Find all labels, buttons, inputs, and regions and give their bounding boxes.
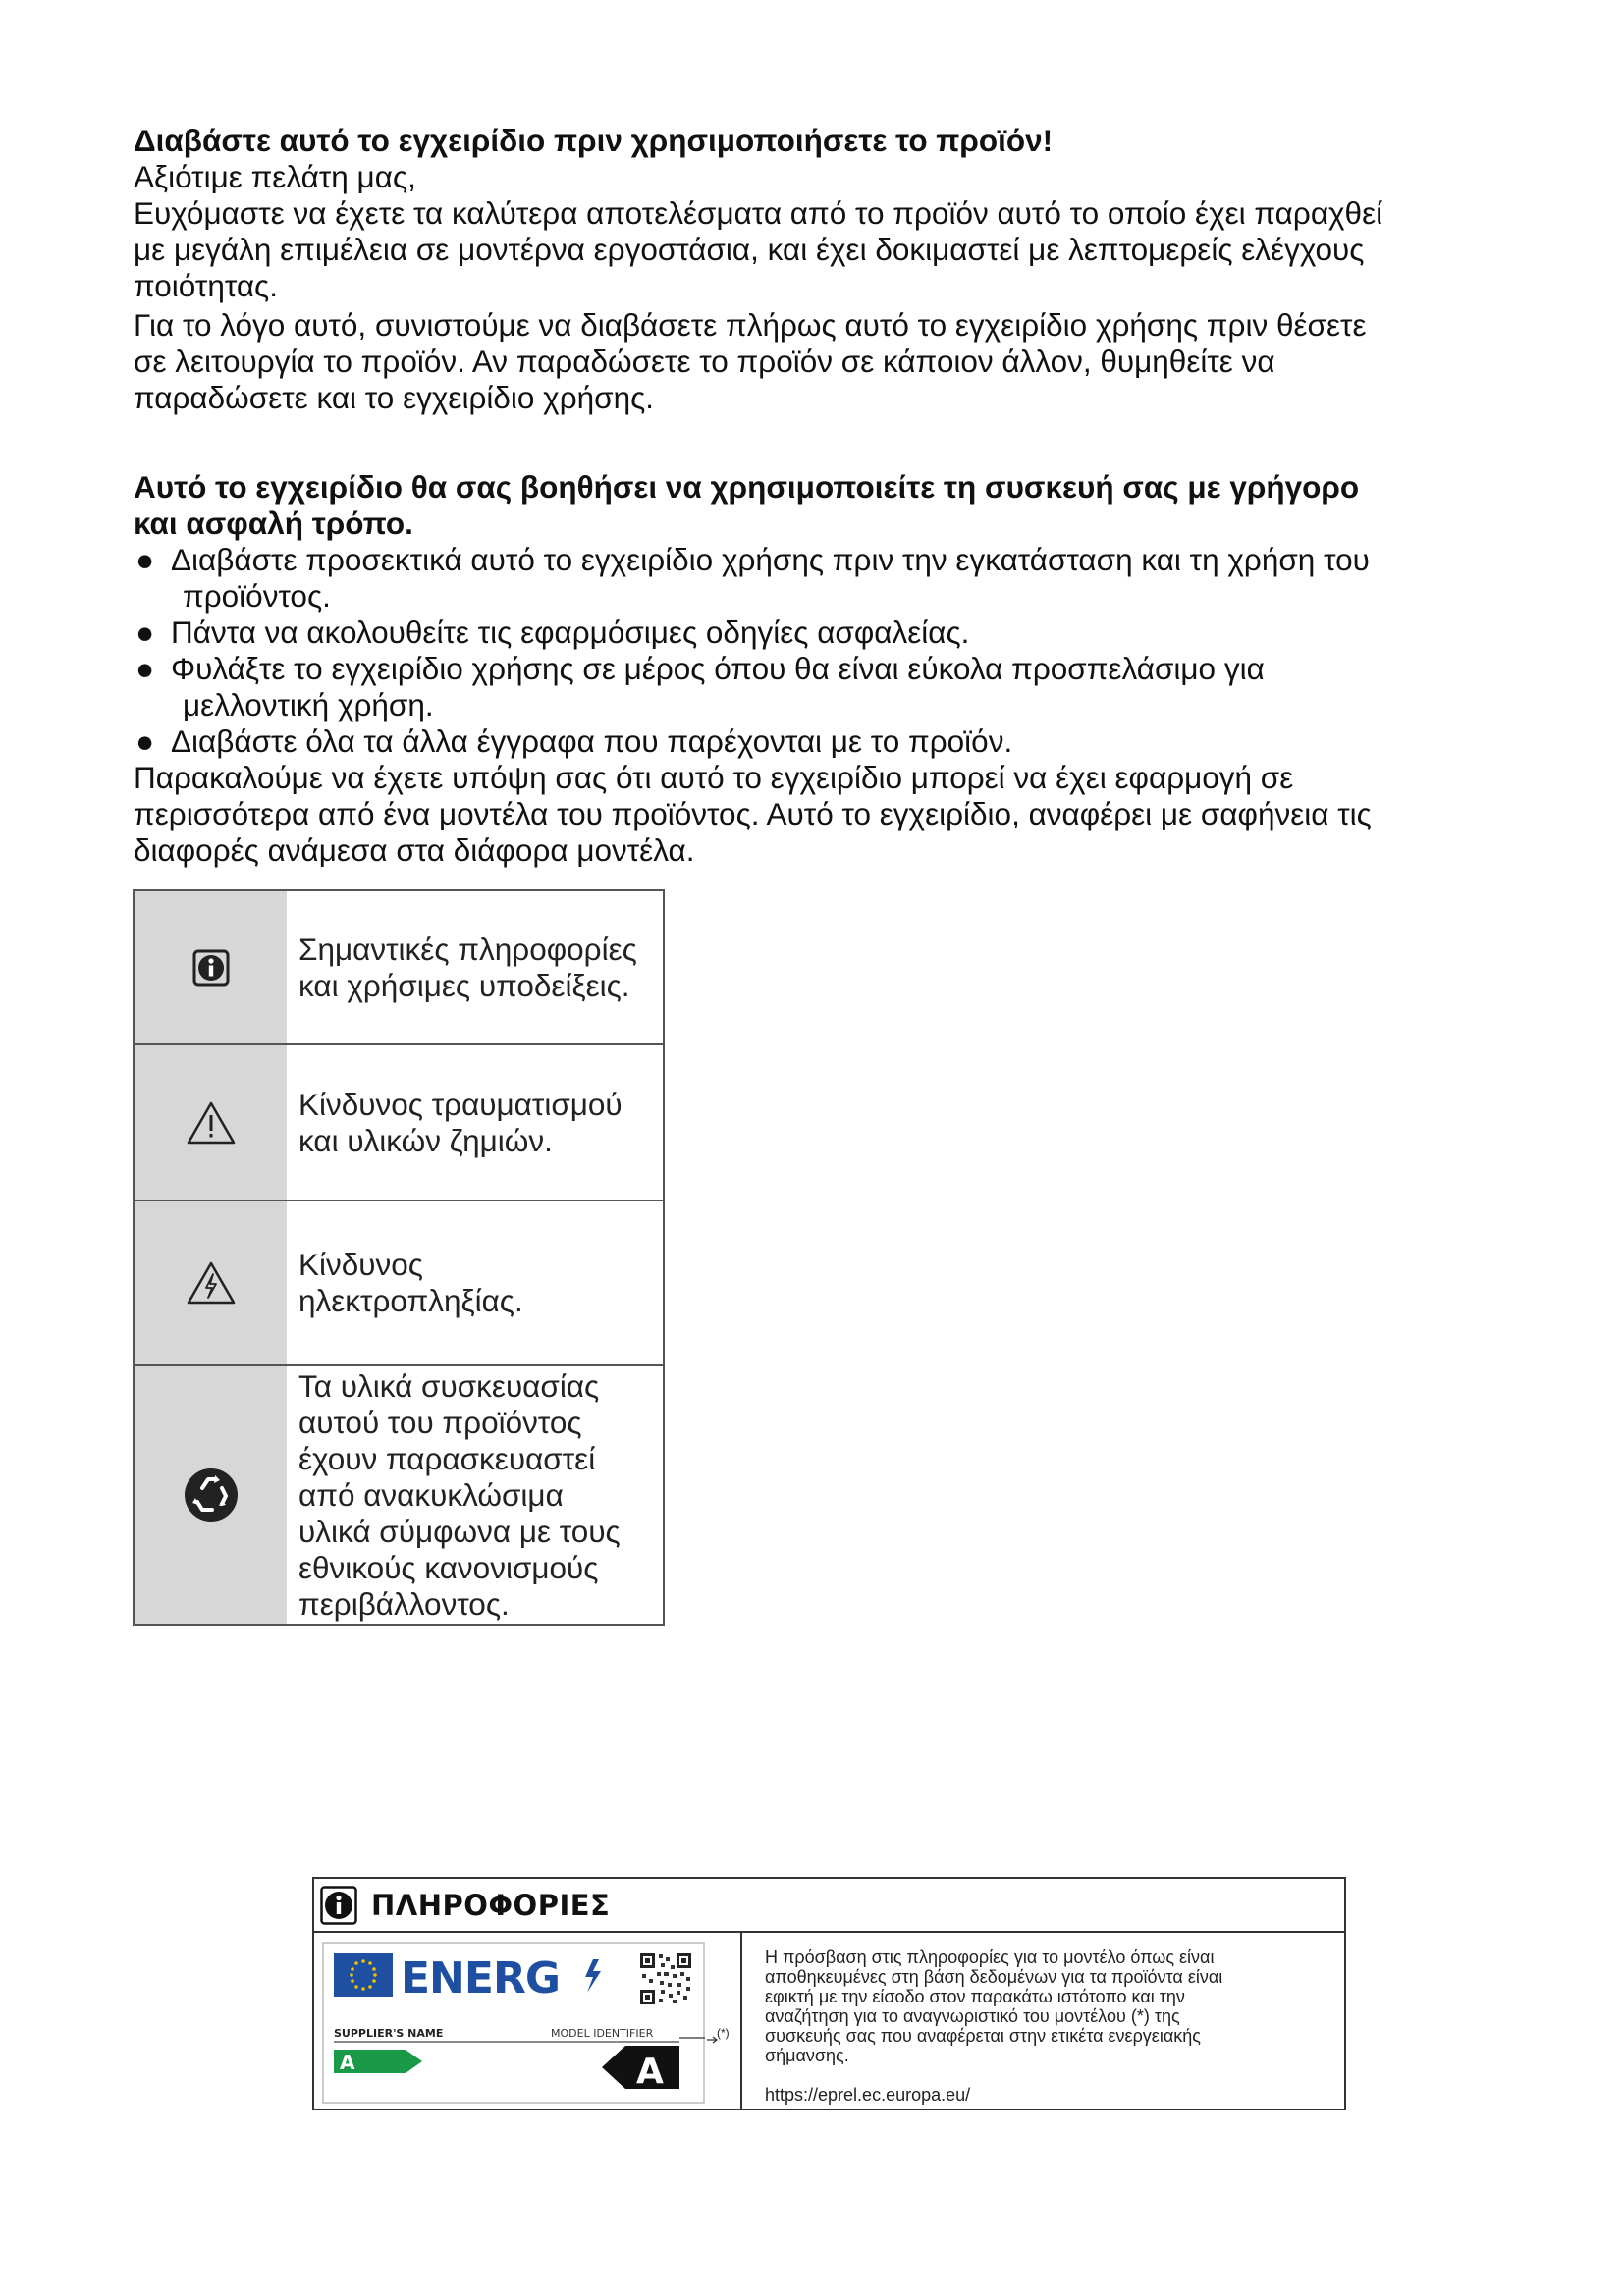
symbol-row-electric	[135, 1200, 663, 1364]
intro-paragraph-2-line-1: Για το λόγο αυτό, συνιστούμε να διαβάσετε πλήρως αυτό το εγχειρίδιο χρήσης πριν θέσετε	[134, 307, 1367, 343]
symbol-text-line: εθνικούς κανονισμούς	[298, 1549, 599, 1585]
info-text-line: αποθηκευμένες στη βάση δεδομένων για τα προϊόντα είναι	[765, 1967, 1223, 1987]
symbol-text-line: αυτού του προϊόντος	[298, 1404, 582, 1440]
list-item	[134, 614, 1489, 651]
model-identifier-label: MODEL IDENTIFIER	[551, 2027, 654, 2040]
bullet-icon: ●	[135, 614, 155, 650]
guide-heading-line-2: και ασφαλή τρόπο.	[134, 506, 413, 541]
bullet-line-1: Πάντα να ακολουθείτε τις εφαρμόσιμες οδηγίες ασφαλείας.	[171, 614, 970, 650]
info-text-line: σήμανσης.	[765, 2046, 849, 2065]
information-box-text	[765, 1948, 1334, 2065]
symbol-row-warning	[135, 1043, 663, 1200]
guide-note-line-2: περισσότερα από ένα μοντέλα του προϊόντος. Αυτό το εγχειρίδιο, αναφέρει με σαφήνεια τις	[134, 796, 1372, 831]
intro-paragraph-2-line-2: σε λειτουργία το προϊόν. Αν παραδώσετε το προϊόν σε κάποιον άλλον, θυμηθείτε να	[134, 344, 1275, 379]
bullet-icon: ●	[135, 651, 155, 686]
bullet-line-1: Διαβάστε όλα τα άλλα έγγραφα που παρέχονται με το προϊόν.	[171, 723, 1013, 759]
guide-note-line-3: διαφορές ανάμεσα στα διάφορα μοντέλα.	[134, 832, 695, 868]
info-text-line: Η πρόσβαση στις πληροφορίες για το μοντέλο όπως είναι	[765, 1948, 1215, 1967]
symbol-description	[287, 1201, 663, 1364]
bullet-icon: ●	[135, 542, 155, 577]
info-icon	[135, 891, 287, 1043]
bullet-icon: ●	[135, 723, 155, 759]
bullet-line-2: μελλοντική χρήση.	[183, 687, 434, 722]
info-icon	[320, 1886, 357, 1925]
bullet-line-1: Φυλάξτε το εγχειρίδιο χρήσης σε μέρος όπου θα είναι εύκολα προσπελάσιμο για	[171, 651, 1265, 686]
intro-paragraph-1-line-3: ποιότητας.	[134, 268, 278, 303]
bullet-line-2: προϊόντος.	[183, 578, 331, 614]
information-box-divider	[740, 1931, 742, 2109]
intro-section	[134, 123, 1489, 416]
symbol-description	[287, 1366, 663, 1624]
symbol-text-line: Τα υλικά συσκευασίας	[298, 1367, 600, 1404]
symbol-text-line: περιβάλλοντος.	[298, 1585, 510, 1622]
information-box-title: ΠΛΗΡΟΦΟΡΙΕΣ	[371, 1888, 611, 1922]
guide-heading-line-1: Αυτό το εγχειρίδιο θα σας βοηθήσει να χρησιμοποιείτε τη συσκευή σας με γρήγορο	[134, 469, 1360, 505]
recycle-icon	[135, 1366, 287, 1624]
symbol-text-line: Κίνδυνος τραυματισμού	[298, 1086, 623, 1122]
energy-label-example	[322, 1942, 705, 2104]
symbol-text-line: έχουν παρασκευαστεί	[298, 1440, 596, 1476]
list-item	[134, 542, 1489, 614]
symbol-text-line: από ανακυκλώσιμα	[298, 1476, 564, 1513]
guide-bullet-list	[134, 542, 1489, 760]
symbol-row-info	[135, 891, 663, 1043]
intro-paragraph-1-line-2: με μεγάλη επιμέλεια σε μοντέρνα εργοστάσια, και έχει δοκιμαστεί με λεπτομερείς ελέγχους	[134, 232, 1365, 267]
symbol-text-line: και χρήσιμες υποδείξεις.	[298, 967, 630, 1003]
info-text-line: αναζήτηση για το αναγνωριστικό του μοντέλου (*) της	[765, 2006, 1180, 2026]
model-marker: (*)	[717, 2026, 730, 2040]
intro-heading: Διαβάστε αυτό το εγχειρίδιο πριν χρησιμοποιήσετε το προϊόν!	[134, 123, 1054, 158]
qr-code-icon	[640, 1953, 691, 2004]
symbol-text-line: και υλικών ζημιών.	[298, 1122, 553, 1158]
arrow-right-icon	[707, 2036, 719, 2044]
symbol-description	[287, 891, 663, 1043]
symbol-text-line: Κίνδυνος	[298, 1247, 423, 1282]
symbol-text-line: Σημαντικές πληροφορίες	[298, 931, 637, 967]
intro-paragraph-1-line-1: Ευχόμαστε να έχετε τα καλύτερα αποτελέσματα από το προϊόν αυτό το οποίο έχει παραχθεί	[134, 195, 1383, 231]
energy-brand: ENERG	[401, 1953, 560, 2003]
guide-section	[134, 469, 1489, 869]
guide-note-line-1: Παρακαλούμε να έχετε υπόψη σας ότι αυτό το εγχειρίδιο μπορεί να έχει εφαρμογή σε	[134, 760, 1294, 795]
electric-hazard-icon	[135, 1201, 287, 1364]
warning-icon	[135, 1045, 287, 1200]
intro-paragraph-2-line-3: παραδώσετε και το εγχειρίδιο χρήσης.	[134, 380, 655, 415]
symbol-text-line: ηλεκτροπληξίας.	[298, 1283, 523, 1318]
info-text-line: συσκευής σας που αναφέρεται στην ετικέτα ενεργειακής	[765, 2026, 1201, 2046]
bullet-line-1: Διαβάστε προσεκτικά αυτό το εγχειρίδιο χρήσης πριν την εγκατάσταση και τη χρήση του	[171, 542, 1370, 577]
eprel-link[interactable]: https://eprel.ec.europa.eu/	[765, 2085, 971, 2105]
list-item	[134, 723, 1489, 760]
list-item	[134, 651, 1489, 723]
symbol-text-line: υλικά σύμφωνα με τους	[298, 1513, 621, 1549]
symbols-table	[133, 889, 665, 1626]
greeting: Αξιότιμε πελάτη μας,	[134, 159, 416, 194]
energy-class-big: A	[636, 2052, 664, 2092]
information-box	[312, 1877, 1346, 2110]
energy-class-small: A	[340, 2051, 355, 2074]
symbol-description	[287, 1045, 663, 1200]
information-box-header	[314, 1879, 1344, 1933]
info-text-line: εφικτή με την είσοδο στον παρακάτω ιστότοπο και την	[765, 1987, 1185, 2006]
symbol-row-recycle	[135, 1364, 663, 1624]
supplier-name-label: SUPPLIER'S NAME	[334, 2027, 444, 2040]
